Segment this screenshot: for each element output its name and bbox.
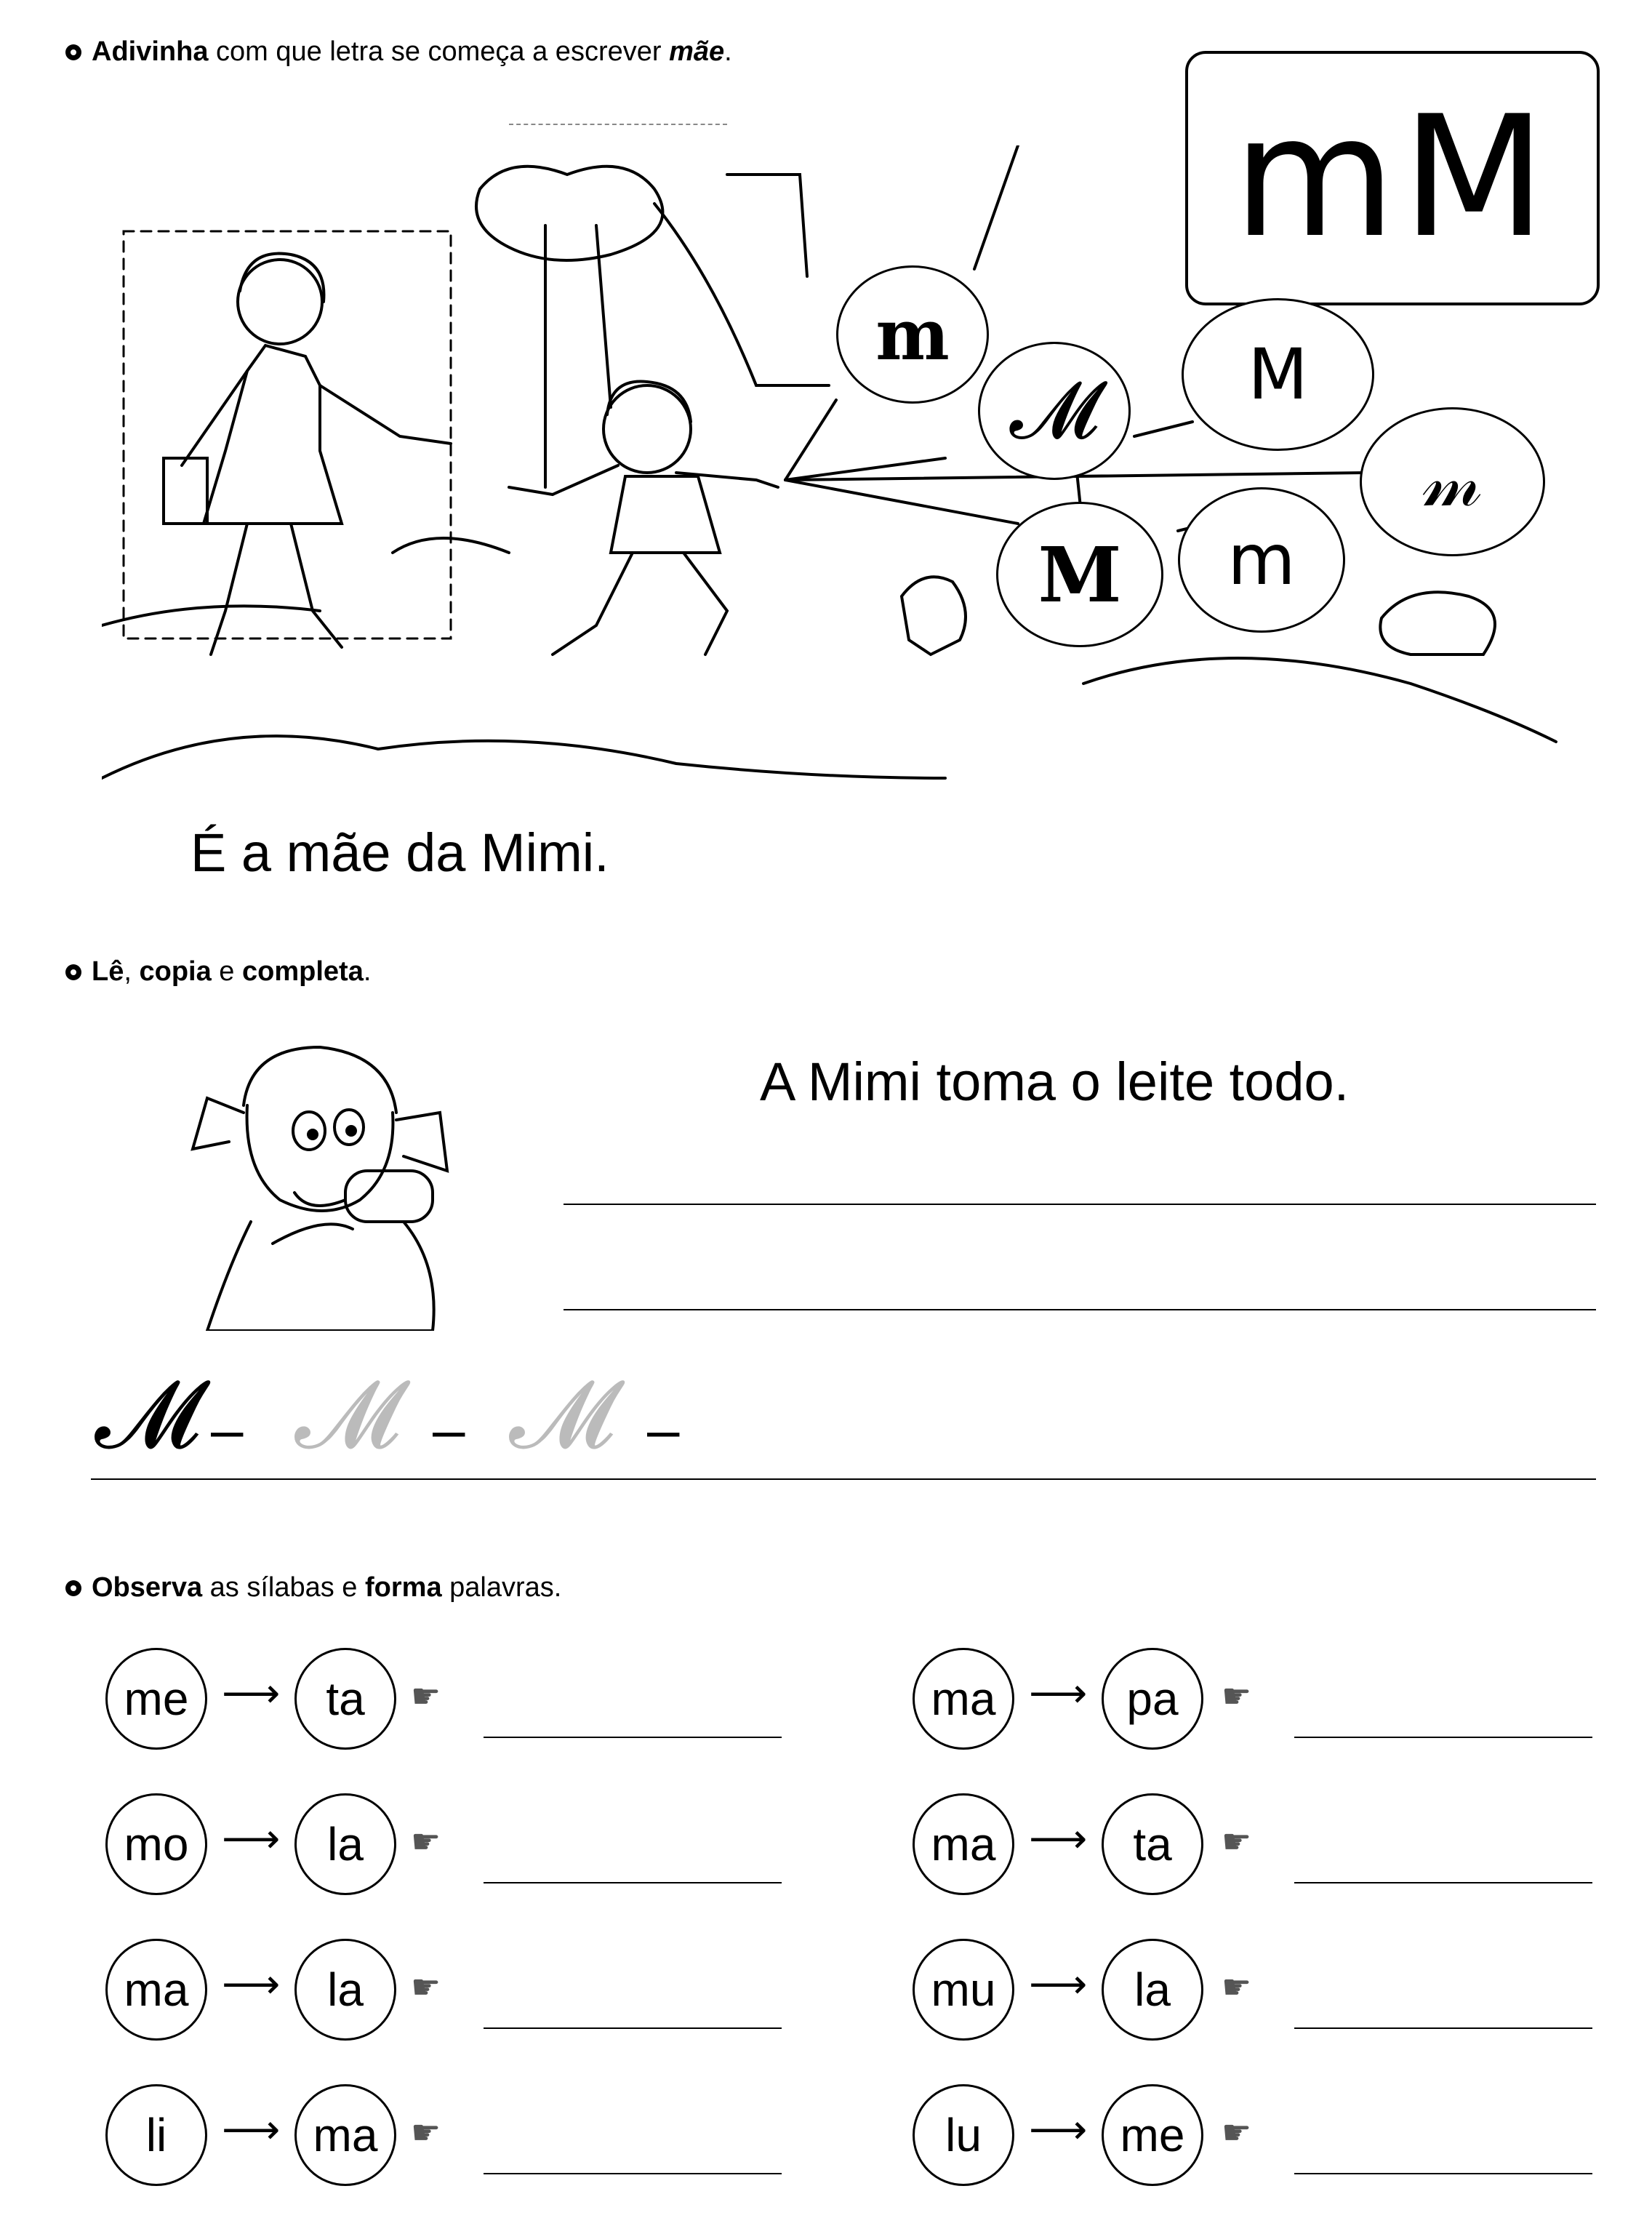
syllable-right-4a: lu — [913, 2084, 1014, 2186]
answer-line-left-3[interactable] — [484, 2027, 782, 2029]
letter-box-text: mM — [1232, 81, 1552, 275]
instruction-2: Lê, copia e completa. — [65, 956, 371, 988]
syllable-right-3a: mu — [913, 1939, 1014, 2041]
pointing-hand-icon: ☛ — [411, 1677, 441, 1715]
cursive-baseline[interactable] — [91, 1478, 1596, 1480]
arrow-icon: ⟶ — [1029, 1815, 1088, 1861]
traced-letter-1[interactable]: 𝓜 — [294, 1359, 401, 1470]
dash-2: – — [433, 1397, 465, 1462]
answer-line-right-2[interactable] — [1294, 1882, 1592, 1883]
dash-3: – — [647, 1397, 680, 1462]
arrow-icon: ⟶ — [1029, 2106, 1088, 2152]
pointing-hand-icon: ☛ — [1222, 1968, 1252, 2006]
syllable-right-3b: la — [1102, 1939, 1203, 2041]
letter-bubble-sans-M: M — [1182, 298, 1374, 451]
traced-letter-2[interactable]: 𝓜 — [509, 1359, 615, 1470]
arrow-icon: ⟶ — [1029, 1670, 1088, 1715]
bullet-icon — [65, 44, 81, 60]
cursive-model-letter: 𝓜 — [95, 1359, 201, 1470]
syllable-left-2b: la — [294, 1793, 396, 1895]
letter-bubble-cursive-M: 𝓜 — [978, 342, 1131, 480]
syllable-left-4a: li — [105, 2084, 207, 2186]
letter-bubble-cursive-m: 𝓂 — [1360, 407, 1545, 556]
syllable-right-2a: ma — [913, 1793, 1014, 1895]
syllable-left-2a: mo — [105, 1793, 207, 1895]
syllable-right-2b: ta — [1102, 1793, 1203, 1895]
syllable-right-1b: pa — [1102, 1648, 1203, 1750]
answer-line-left-2[interactable] — [484, 1882, 782, 1883]
instruction-1: Adivinha com que letra se começa a escrever mãe. — [65, 36, 732, 68]
syllable-right-4b: me — [1102, 2084, 1203, 2186]
scene-caption: É a mãe da Mimi. — [191, 822, 609, 883]
syllable-left-4b: ma — [294, 2084, 396, 2186]
girl-drinking-illustration — [164, 1025, 491, 1331]
arrow-icon: ⟶ — [222, 2106, 281, 2152]
answer-line-left-1[interactable] — [484, 1737, 782, 1738]
answer-line-right-3[interactable] — [1294, 2027, 1592, 2029]
syllable-left-3b: la — [294, 1939, 396, 2041]
answer-line-top[interactable] — [509, 124, 727, 125]
syllable-right-1a: ma — [913, 1648, 1014, 1750]
letter-bubble-serif-bold-M: M — [996, 502, 1163, 647]
letter-bubble-sans-m: m — [1178, 487, 1345, 633]
bullet-icon — [65, 1580, 81, 1596]
arrow-icon: ⟶ — [1029, 1961, 1088, 2006]
pointing-hand-icon: ☛ — [411, 2113, 441, 2151]
pointing-hand-icon: ☛ — [411, 1968, 441, 2006]
letter-bubble-serif-m: m — [836, 265, 989, 404]
syllable-left-1b: ta — [294, 1648, 396, 1750]
bullet-icon — [65, 964, 81, 980]
pointing-hand-icon: ☛ — [411, 1822, 441, 1860]
copy-sentence: A Mimi toma o leite todo. — [760, 1052, 1350, 1112]
pointing-hand-icon: ☛ — [1222, 1822, 1252, 1860]
copy-line-2[interactable] — [564, 1309, 1596, 1310]
arrow-icon: ⟶ — [222, 1670, 281, 1715]
pointing-hand-icon: ☛ — [1222, 1677, 1252, 1715]
answer-line-right-1[interactable] — [1294, 1737, 1592, 1738]
syllable-left-3a: ma — [105, 1939, 207, 2041]
pointing-hand-icon: ☛ — [1222, 2113, 1252, 2151]
cursive-practice-row — [87, 1359, 1596, 1484]
arrow-icon: ⟶ — [222, 1815, 281, 1861]
answer-line-right-4[interactable] — [1294, 2173, 1592, 2174]
instruction-3: Observa as sílabas e forma palavras. — [65, 1572, 561, 1604]
copy-line-1[interactable] — [564, 1204, 1596, 1205]
answer-line-left-4[interactable] — [484, 2173, 782, 2174]
letter-box — [1185, 51, 1600, 305]
arrow-icon: ⟶ — [222, 1961, 281, 2006]
syllable-left-1a: me — [105, 1648, 207, 1750]
dash-1: – — [211, 1397, 244, 1462]
